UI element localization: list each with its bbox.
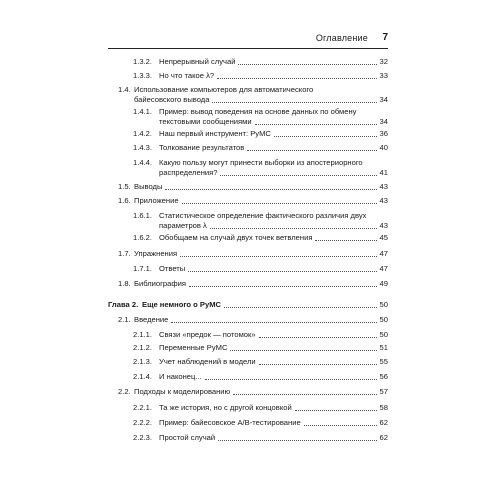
toc-entry[interactable]: [0, 129, 388, 139]
toc-entry-number: 2.1.2.: [133, 343, 152, 352]
toc-dot-leader: [212, 102, 377, 103]
toc-entry-number: 1.3.3.: [133, 71, 152, 80]
toc-entry[interactable]: [0, 264, 388, 274]
toc-entry-number: 2.2.3.: [133, 433, 152, 442]
toc-entry-page: 47: [379, 249, 388, 258]
toc-entry-page: 34: [379, 117, 388, 126]
toc-entry-title: Связи «предок — потомок»: [159, 330, 256, 339]
toc-entry-number: 2.2.: [118, 387, 131, 396]
toc-entry[interactable]: [0, 211, 388, 231]
toc-entry-title: Обобщаем на случай двух точек ветвления: [159, 233, 313, 242]
toc-entry-page: 40: [379, 143, 388, 152]
toc-dot-leader: [255, 124, 377, 125]
toc-entry-title: Подходы к моделированию: [134, 387, 231, 396]
toc-entry[interactable]: [0, 403, 388, 413]
toc-entry-title: Та же история, но с другой концовкой: [159, 403, 292, 412]
toc-dot-leader: [189, 286, 377, 287]
toc-entry[interactable]: [0, 315, 388, 325]
toc-entry[interactable]: [0, 372, 388, 382]
toc-entry-title: параметров λ: [159, 221, 207, 230]
toc-dot-leader: [247, 150, 377, 151]
toc-entry[interactable]: [0, 330, 388, 340]
toc-entry-page: 51: [379, 343, 388, 352]
toc-entry-title: Но что такое λ?: [159, 71, 215, 80]
toc-entry-page: 47: [379, 264, 388, 273]
toc-dot-leader: [180, 256, 377, 257]
toc-dot-leader: [217, 78, 377, 79]
toc-entry[interactable]: [0, 418, 388, 428]
toc-entry-title: Какую пользу могут принести выборки из апостериорного: [159, 158, 363, 167]
toc-entry-title: Использование компьютеров для автоматического: [134, 85, 314, 94]
toc-entry-page: 62: [379, 418, 388, 427]
toc-entry-number: 2.1.4.: [133, 372, 152, 381]
toc-entry-page: 62: [379, 433, 388, 442]
toc-entry-title: Введение: [134, 315, 169, 324]
running-header-page-number: 7: [382, 32, 388, 43]
toc-entry-title: Приложение: [134, 196, 179, 205]
toc-entry-title: байесовского вывода: [134, 95, 210, 104]
toc-entry-title: Наш первый инструмент: PyMC: [159, 129, 271, 138]
toc-entry[interactable]: [0, 57, 388, 67]
toc-entry-title: Учет наблюдений в модели: [159, 357, 256, 366]
toc-entry-page: 56: [379, 372, 388, 381]
toc-dot-leader: [295, 410, 377, 411]
toc-entry-number: 1.6.: [118, 196, 131, 205]
toc-dot-leader: [233, 394, 377, 395]
toc-entry[interactable]: [0, 107, 388, 127]
running-header-title: Оглавление: [315, 33, 368, 43]
toc-entry-number: 2.1.3.: [133, 357, 152, 366]
toc-dot-leader: [315, 240, 377, 241]
toc-entry-title: Ответы: [159, 264, 186, 273]
toc-entry-title: Статистическое определение фактического различия двух: [159, 211, 367, 220]
toc-entry[interactable]: [0, 387, 388, 397]
toc-entry-title: Простой случай: [159, 433, 216, 442]
toc-entry[interactable]: [0, 249, 388, 259]
toc-entry-number: 2.2.2.: [133, 418, 152, 427]
toc-dot-leader: [205, 379, 377, 380]
toc-entry[interactable]: [0, 343, 388, 353]
toc-dot-leader: [259, 364, 377, 365]
toc-entry-title: Пример: байесовское A/B-тестирование: [159, 418, 301, 427]
toc-entry[interactable]: [0, 196, 388, 206]
toc-entry-title: текстовыми сообщениями: [159, 117, 252, 126]
toc-entry-number: 1.4.2.: [133, 129, 152, 138]
toc-entry-number: 2.1.1.: [133, 330, 152, 339]
toc-entry-page: 55: [379, 357, 388, 366]
toc-dot-leader: [220, 175, 377, 176]
toc-dot-leader: [230, 350, 377, 351]
toc-entry-page: 33: [379, 71, 388, 80]
toc-entry-title: Выводы: [134, 182, 163, 191]
toc-entry-number: 1.3.2.: [133, 57, 152, 66]
toc-entry[interactable]: [0, 85, 388, 105]
toc-entry-title: Библиография: [134, 279, 186, 288]
toc-entry-number: 1.4.1.: [133, 107, 152, 116]
toc-entry-number: 2.1.: [118, 315, 131, 324]
toc-dot-leader: [224, 307, 377, 308]
toc-entry-page: 43: [379, 182, 388, 191]
toc-entry[interactable]: [0, 158, 388, 178]
toc-entry-page: 32: [379, 57, 388, 66]
toc-entry-title: Упражнения: [134, 249, 178, 258]
toc-entry-page: 34: [379, 95, 388, 104]
toc-entry-number: 1.7.1.: [133, 264, 152, 273]
toc-entry[interactable]: [0, 357, 388, 367]
toc-entry-title: Пример: вывод поведения на основе данных по обмену: [159, 107, 357, 116]
toc-entry-page: 50: [379, 330, 388, 339]
toc-entry-page: 45: [379, 233, 388, 242]
toc-dot-leader: [165, 189, 377, 190]
toc-entry-page: 43: [379, 196, 388, 205]
toc-entry-page: 49: [379, 279, 388, 288]
toc-entry-title: распределения?: [159, 168, 218, 177]
toc-entry-number: 1.6.2.: [133, 233, 152, 242]
toc-chapter-label: Глава 2.: [108, 300, 139, 309]
toc-entry-page: 43: [379, 221, 388, 230]
toc-entry-page: 36: [379, 129, 388, 138]
toc-entry[interactable]: [0, 143, 388, 153]
toc-entry[interactable]: [0, 233, 388, 243]
toc-entry-title: Еще немного о PyMC: [142, 300, 222, 309]
toc-entry-number: 1.4.3.: [133, 143, 152, 152]
toc-dot-leader: [188, 271, 377, 272]
toc-entry-page: 58: [379, 403, 388, 412]
toc-dot-leader: [210, 228, 377, 229]
toc-dot-leader: [218, 440, 377, 441]
toc-entry-number: 1.6.1.: [133, 211, 152, 220]
toc-entry-page: 41: [379, 168, 388, 177]
toc-entry-number: 1.4.: [118, 85, 131, 94]
toc-entry-number: 1.4.4.: [133, 158, 152, 167]
toc-entry[interactable]: [0, 433, 388, 443]
toc-entry[interactable]: [0, 279, 388, 289]
toc-dot-leader: [259, 337, 377, 338]
toc-dot-leader: [238, 64, 377, 65]
toc-entry-number: 2.2.1.: [133, 403, 152, 412]
toc-entry[interactable]: [0, 182, 388, 192]
toc-entry-number: 1.7.: [118, 249, 131, 258]
toc-entry-page: 57: [379, 387, 388, 396]
toc-entry-title: И наконец...: [159, 372, 202, 381]
toc-entry-number: 1.8.: [118, 279, 131, 288]
toc-dot-leader: [182, 203, 377, 204]
toc-dot-leader: [304, 425, 377, 426]
toc-dot-leader: [274, 136, 377, 137]
toc-entry-page: 50: [379, 300, 388, 309]
toc-entry-title: Переменные PyMC: [159, 343, 228, 352]
toc-dot-leader: [171, 322, 377, 323]
toc-entry-title: Толкование результатов: [159, 143, 245, 152]
toc-chapter-entry[interactable]: [0, 300, 388, 310]
toc-entry-number: 1.5.: [118, 182, 131, 191]
toc-entry-title: Непрерывный случай: [159, 57, 236, 66]
toc-entry-page: 50: [379, 315, 388, 324]
toc-entry[interactable]: [0, 71, 388, 81]
